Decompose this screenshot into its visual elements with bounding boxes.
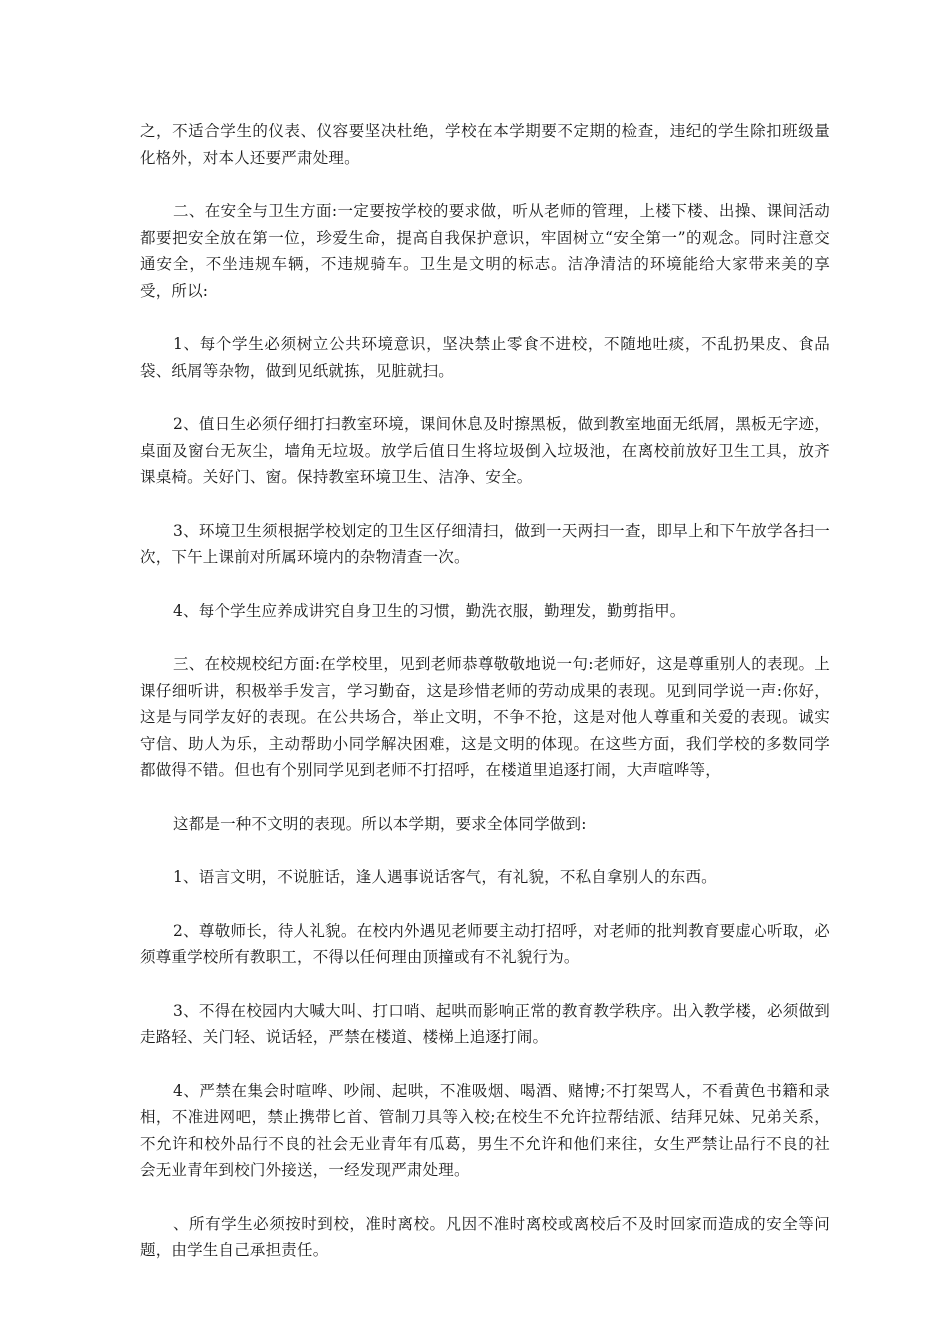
- paragraph-2: 二、在安全与卫生方面:一定要按学校的要求做，听从老师的管理，上楼下楼、出操、课间活动都要把安全放在第一位，珍爱生命，提高自我保护意识，牢固树立“安全第一”的观念。同时注意交通安全，不坐违规车辆，不违规骑车。卫生是文明的标志。洁净清洁的环境能给大家带来美的享受，所以:: [140, 202, 830, 300]
- document-body: [140, 118, 830, 1291]
- paragraph-11: 3、不得在校园内大喊大叫、打口哨、起哄而影响正常的教育教学秩序。出入教学楼，必须做到走路轻、关门轻、说话轻，严禁在楼道、楼梯上追逐打闹。: [140, 1001, 830, 1046]
- paragraph-12: 4、严禁在集会时喧哗、吵闹、起哄，不准吸烟、喝酒、赌博;不打架骂人，不看黄色书籍和录相，不准进网吧，禁止携带匕首、管制刀具等入校;在校生不允许拉帮结派、结拜兄妹、兄弟关系，不允许和校外品行不良的社会无业青年有瓜葛，男生不允许和他们来往，女生严禁让品行不良的社会无业青年到校门外接送，一经发现严肃处理。: [140, 1081, 830, 1179]
- paragraph-4: 2、值日生必须仔细打扫教室环境，课间休息及时擦黑板，做到教室地面无纸屑，黑板无字迹，桌面及窗台无灰尘，墙角无垃圾。放学后值日生将垃圾倒入垃圾池，在离校前放好卫生工具，放齐课桌椅。关好门、窗。保持教室环境卫生、洁净、安全。: [140, 415, 830, 486]
- paragraph-10: 2、尊敬师长，待人礼貌。在校内外遇见老师要主动打招呼，对老师的批判教育要虚心听取，必须尊重学校所有教职工，不得以任何理由顶撞或有不礼貌行为。: [140, 921, 830, 966]
- paragraph-7: 三、在校规校纪方面:在学校里，见到老师恭尊敬敬地说一句:老师好，这是尊重别人的表现。上课仔细听讲，积极举手发言，学习勤奋，这是珍惜老师的劳动成果的表现。见到同学说一声:你好，这是与同学友好的表现。在公共场合，举止文明，不争不抢，这是对他人尊重和关爱的表现。诚实守信、助人为乐，主动帮助小同学解决困难，这是文明的体现。在这些方面，我们学校的多数同学都做得不错。但也有个别同学见到老师不打招呼，在楼道里追逐打闹，大声喧哗等，: [140, 655, 830, 779]
- paragraph-9: 1、语言文明，不说脏话，逢人遇事说话客气，有礼貌，不私自拿别人的东西。: [173, 868, 717, 886]
- paragraph-13: 、所有学生必须按时到校，准时离校。凡因不准时离校或离校后不及时回家而造成的安全等问题，由学生自己承担责任。: [140, 1214, 830, 1259]
- paragraph-8: 这都是一种不文明的表现。所以本学期，要求全体同学做到:: [173, 814, 587, 833]
- paragraph-5: 3、环境卫生须根据学校划定的卫生区仔细清扫，做到一天两扫一查，即早上和下午放学各扫一次，下午上课前对所属环境内的杂物清查一次。: [140, 521, 830, 566]
- paragraph-1: 之，不适合学生的仪表、仪容要坚决杜绝，学校在本学期要不定期的检查，违纪的学生除扣班级量化格外，对本人还要严肃处理。: [140, 122, 830, 167]
- paragraph-6: 4、每个学生应养成讲究自身卫生的习惯，勤洗衣服，勤理发，勤剪指甲。: [173, 601, 686, 620]
- paragraph-3: 1、每个学生必须树立公共环境意识，坚决禁止零食不进校，不随地吐痰，不乱扔果皮、食品袋、纸屑等杂物，做到见纸就拣，见脏就扫。: [140, 335, 830, 380]
